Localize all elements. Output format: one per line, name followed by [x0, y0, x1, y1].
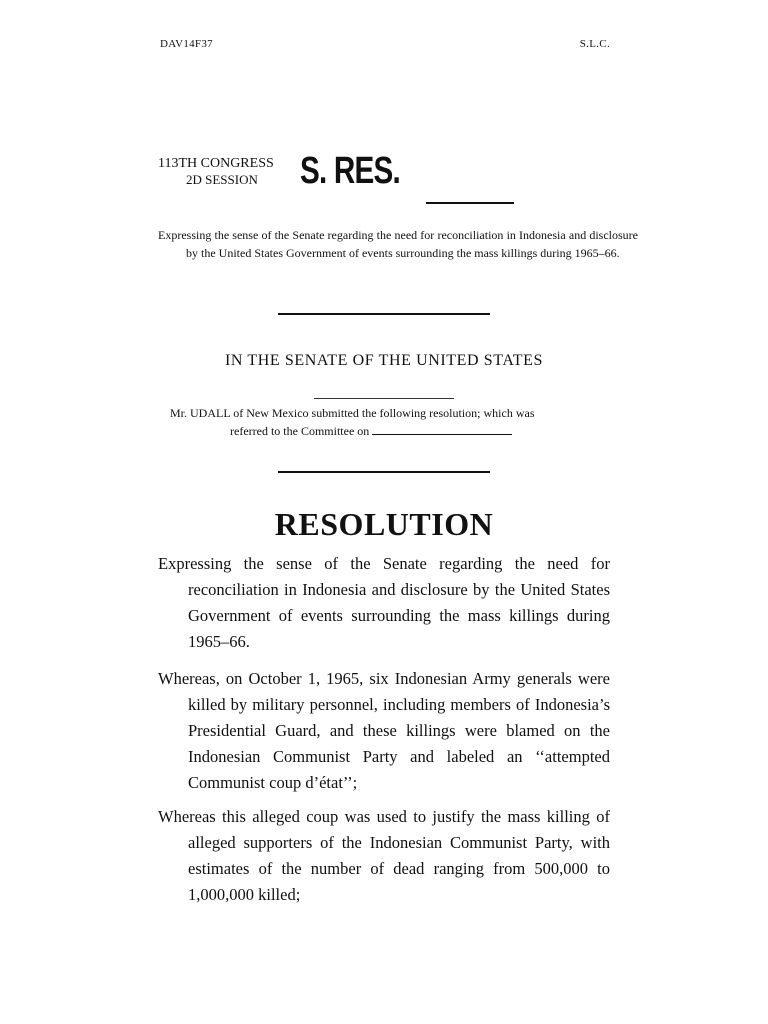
sponsor-line-1: Mr. UDALL of New Mexico submitted the following resolution; which was [170, 406, 535, 420]
session-label: 2D SESSION [186, 172, 258, 187]
whereas-clause-1: Whereas, on October 1, 1965, six Indonesian Army generals were killed by military personnel, including members of Indonesia’s Presidential Guard, and these killings were blamed on the Indonesian Communist Party and labeled an ‘‘attempted Communist coup d’état’’; [158, 669, 610, 792]
committee-blank [372, 424, 512, 435]
divider-bottom [278, 471, 490, 473]
document-office-code: S.L.C. [579, 38, 610, 50]
sponsor-statement [170, 404, 600, 440]
bill-summary: Expressing the sense of the Senate regarding the need for reconciliation in Indonesia and disclosure by the United States Government of events surrounding the mass killings during 1965–66. [158, 228, 638, 260]
divider-top [278, 313, 490, 315]
document-code: DAV14F37 [160, 38, 213, 50]
whereas-clause-2: Whereas this alleged coup was used to justify the mass killing of alleged supporters of the Indonesian Communist Party, with estimates of the number of dead ranging from 500,000 to 1,000,000 killed; [158, 807, 610, 904]
divider-thin [314, 398, 454, 399]
chamber-heading: IN THE SENATE OF THE UNITED STATES [224, 352, 544, 369]
bill-designation: S. RES. [300, 150, 400, 192]
bill-number-blank [426, 202, 514, 204]
sponsor-line-2: referred to the Committee on [230, 424, 370, 438]
resolution-preamble: Expressing the sense of the Senate regarding the need for reconciliation in Indonesia and disclosure by the United States Government of events surrounding the mass killings during 1965–66. [158, 554, 610, 651]
congress-label: 113TH CONGRESS [158, 156, 274, 171]
resolution-heading: RESOLUTION [274, 506, 494, 542]
